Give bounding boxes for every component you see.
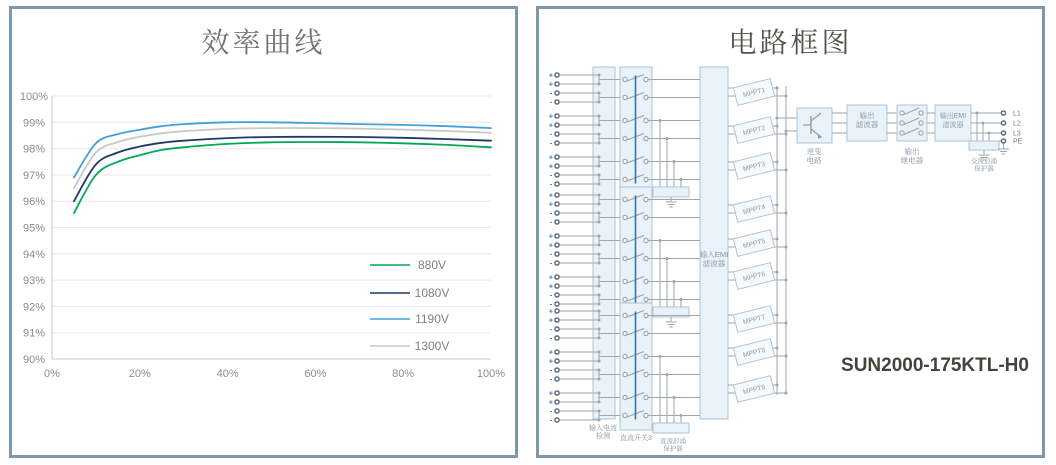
switch-contact [900,121,904,125]
input-polarity-sign: - [549,129,553,139]
efficiency-chart [14,55,515,451]
junction-dot [659,119,662,122]
input-polarity-sign: + [548,347,554,357]
input-emi-filter-box [700,67,728,419]
dc-switch-label: 直流开关3 [620,435,652,442]
input-polarity-sign: + [548,111,554,121]
switch-contact [623,215,627,219]
mppt-label: MPPT6 [742,270,767,284]
switch-contact [623,77,627,81]
input-polarity-sign: - [549,324,553,334]
junction-dot [776,271,779,274]
junction-dot [785,392,788,395]
dc-spd-box [653,187,689,197]
switch-contact [623,279,627,283]
terminal [555,391,559,395]
input-polarity-sign: + [548,70,554,80]
terminal [555,409,559,413]
input-polarity-sign: - [549,249,553,259]
terminal [555,368,559,372]
terminal [1001,131,1005,135]
inverter-box [797,108,832,143]
terminal [555,243,559,247]
input-polarity-sign: + [548,161,554,171]
x-tick-label: 100% [476,368,506,380]
y-tick-label: 90% [22,354,46,366]
terminal [555,261,559,265]
input-emi-filter-label: 输入EMI 滤波器 [699,250,729,268]
switch-contact [644,136,648,140]
junction-dot [776,87,779,90]
junction-dot [785,246,788,249]
circuit-diagram [547,53,1042,455]
junction-dot [776,161,779,164]
terminal [555,193,559,197]
switch-contact [644,313,648,317]
legend-label-1190V: 1190V [415,312,449,326]
input-polarity-sign: - [549,299,553,309]
model-label: SUN2000-175KTL-H0 [841,355,1029,376]
terminal [555,309,559,313]
junction-dot [776,117,779,120]
y-tick-label: 99% [22,117,46,130]
mppt-label: MPPT9 [742,383,767,397]
y-tick-label: 92% [22,301,46,314]
switch-contact [623,238,627,242]
switch-contact [644,159,648,163]
input-polarity-sign: + [548,231,554,241]
junction-dot [776,314,779,317]
junction-dot [666,257,669,260]
switch-contact [644,395,648,399]
switch-contact [623,413,627,417]
switch-contact [644,256,648,260]
switch-contact [644,354,648,358]
junction-dot [988,132,991,135]
input-polarity-sign: - [549,179,553,189]
mppt-label: MPPT4 [742,203,767,217]
terminal [555,202,559,206]
terminal [555,327,559,331]
terminal [555,302,559,306]
mppt-block [733,79,774,106]
switch-contact [623,313,627,317]
mppt-block [733,263,774,290]
y-tick-label: 94% [22,248,46,261]
switch-contact [623,177,627,181]
ac-terminal-label: PE [1013,138,1023,146]
switch-contact [900,131,904,135]
terminal [555,220,559,224]
input-polarity-sign: + [548,388,554,398]
y-tick-label: 100% [19,91,49,103]
switch-contact [623,297,627,301]
mppt-label: MPPT2 [742,124,767,138]
switch-contact [623,95,627,99]
terminal [555,318,559,322]
terminal [555,155,559,159]
inverter-label: 逆变电路 [806,147,822,165]
junction-dot [673,160,676,163]
switch-contact [623,372,627,376]
input-polarity-sign: - [549,217,553,227]
junction-dot [785,95,788,98]
input-polarity-sign: + [548,120,554,130]
terminal [555,418,559,422]
x-tick-label: 0% [44,368,60,380]
junction-dot [666,373,669,376]
terminal [555,182,559,186]
legend-label-880V: 880V [417,258,447,272]
legend-label-1300V: 1300V [414,339,450,353]
input-polarity-sign: + [548,272,554,282]
switch-contact [623,136,627,140]
input-polarity-sign: + [548,281,554,291]
y-tick-label: 91% [22,327,46,340]
mppt-block [733,196,774,223]
junction-dot [659,355,662,358]
x-tick-label: 40% [216,368,239,380]
switch-contact [900,111,904,115]
output-filter-label: 输出滤波器 [855,111,879,129]
junction-dot [785,130,788,133]
mppt-block [733,306,774,333]
terminal [555,336,559,340]
switch-contact [623,159,627,163]
efficiency-panel [9,6,518,458]
junction-dot [666,137,669,140]
terminal [555,164,559,168]
junction-dot [776,384,779,387]
x-tick-label: 60% [304,368,327,380]
junction-dot [673,396,676,399]
switch-contact [644,77,648,81]
terminal [1001,139,1005,143]
input-polarity-sign: - [549,138,553,148]
junction-dot [659,239,662,242]
y-tick-label: 95% [22,222,46,235]
junction-dot [785,355,788,358]
efficiency-title: 效率曲线 [201,27,326,58]
ac-terminal-label: L1 [1013,110,1021,118]
mppt-label: MPPT5 [742,237,767,251]
input-polarity-sign: - [549,365,553,375]
junction-dot [680,414,683,417]
junction-dot [785,133,788,136]
y-tick-label: 97% [22,169,46,182]
switch-contact [623,395,627,399]
switch-contact [644,279,648,283]
terminal [555,275,559,279]
input-polarity-sign: + [548,79,554,89]
junction-dot [776,347,779,350]
legend-label-1080V: 1080V [414,286,450,300]
switch-contact [644,197,648,201]
mppt-block [733,117,774,144]
switch-contact [644,238,648,242]
terminal [555,284,559,288]
switch-contact [644,215,648,219]
junction-dot [785,322,788,325]
terminal [555,252,559,256]
dc-spd-box [653,423,689,433]
input-polarity-sign: - [549,170,553,180]
input-polarity-sign: - [549,290,553,300]
mppt-block [733,230,774,257]
terminal [555,234,559,238]
mppt-block [733,376,774,403]
input-polarity-sign: + [548,397,554,407]
switch-contact [644,177,648,181]
circuit-panel [536,6,1045,458]
input-polarity-sign: - [549,415,553,425]
x-tick-label: 80% [392,368,415,380]
input-polarity-sign: + [548,240,554,250]
terminal [555,82,559,86]
terminal [555,211,559,215]
mppt-block [733,339,774,366]
mppt-label: MPPT8 [742,346,767,360]
output-emi-filter-label: 输出EMI 滤波器 [939,113,967,129]
terminal [1001,121,1005,125]
terminal [555,400,559,404]
input-current-detect-box [593,67,615,419]
terminal [555,91,559,95]
switch-contact [919,131,923,135]
ac-spd-label: 交流浪涌保护器 [971,158,997,173]
switch-contact [623,331,627,335]
ac-terminal-label: L2 [1013,120,1021,128]
junction-dot [785,169,788,172]
mppt-label: MPPT7 [742,313,767,327]
switch-contact [644,118,648,122]
dc-spd-label: 直流浪涌保护器 [660,438,686,453]
x-tick-label: 20% [128,368,151,380]
input-polarity-sign: + [548,356,554,366]
junction-dot [776,204,779,207]
mppt-label: MPPT1 [742,86,767,100]
switch-contact [623,118,627,122]
output-relay-label: 输出继电器 [900,147,924,165]
series-1080V [74,137,491,201]
junction-dot [673,280,676,283]
junction-dot [982,122,985,125]
input-polarity-sign: + [548,306,554,316]
terminal [555,132,559,136]
junction-dot [976,112,979,115]
input-polarity-sign: + [548,199,554,209]
junction-dot [785,279,788,282]
terminal [555,293,559,297]
terminal [555,123,559,127]
ac-spd-box [969,141,999,150]
junction-dot [776,238,779,241]
junction-dot [776,125,779,128]
switch-contact [623,354,627,358]
terminal [555,359,559,363]
terminal [1001,111,1005,115]
input-polarity-sign: - [549,208,553,218]
input-current-detect-label: 输入电流检测 [589,425,617,440]
input-polarity-sign: - [549,333,553,343]
switch-contact [919,111,923,115]
switch-contact [644,372,648,376]
switch-contact [623,256,627,260]
switch-contact [644,331,648,335]
series-880V [74,142,491,213]
input-polarity-sign: + [548,190,554,200]
ac-terminal-label: L3 [1013,130,1021,138]
switch-contact [644,95,648,99]
terminal [555,100,559,104]
junction-dot [785,212,788,215]
switch-contact [623,197,627,201]
y-tick-label: 93% [22,275,46,288]
terminal [555,173,559,177]
terminal [555,114,559,118]
input-polarity-sign: - [549,88,553,98]
mppt-label: MPPT3 [742,160,767,174]
y-tick-label: 98% [22,143,46,156]
mppt-block [733,153,774,180]
switch-contact [919,121,923,125]
terminal [555,73,559,77]
input-polarity-sign: + [548,152,554,162]
terminal [555,350,559,354]
junction-dot [680,178,683,181]
switch-contact [644,297,648,301]
input-polarity-sign: - [549,97,553,107]
switch-contact [644,413,648,417]
input-polarity-sign: + [548,315,554,325]
circuit-title: 电路框图 [728,27,853,58]
y-tick-label: 96% [22,196,46,209]
terminal [555,141,559,145]
junction-dot [680,298,683,301]
terminal [555,377,559,381]
input-polarity-sign: - [549,258,553,268]
input-polarity-sign: - [549,374,553,384]
input-polarity-sign: - [549,406,553,416]
